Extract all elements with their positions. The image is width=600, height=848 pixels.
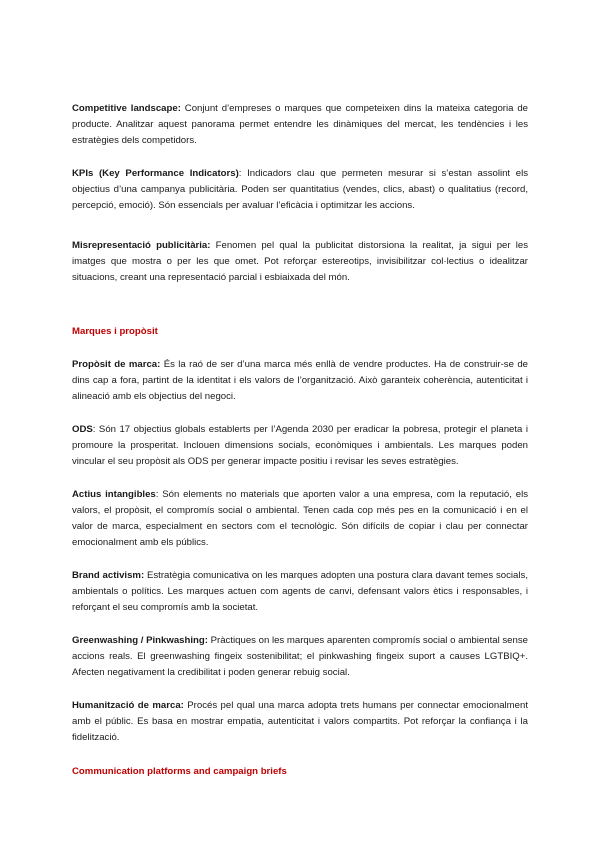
term: Greenwashing / Pinkwashing: — [72, 635, 208, 646]
definition: Fenomen pel qual la publicitat distorsiona la realitat, ja sigui per les imatges que mostra o per les que omet. Pot reforçar estereotips, invisibilitzar col·lectius o idealitzar situacions, creant una representació parcial i esbiaixada del món. — [72, 240, 528, 283]
term: Humanització de marca: — [72, 700, 184, 711]
term: Competitive landscape: — [72, 103, 181, 114]
definition: : Indicadors clau que permeten mesurar si s’estan assolint els objectius d’una campanya publicitària. Poden ser quantitatius (vendes, clics, abast) o qualitatius (record, percepció, emoció). Són essencials per avaluar l’eficàcia i optimitzar les accions. — [72, 168, 528, 211]
definition: Conjunt d’empreses o marques que competeixen dins la mateixa categoria de producte. Analitzar aquest panorama permet entendre les dinàmiques del mercat, les tendències i les estratègies dels competidors. — [72, 103, 528, 146]
section-heading-marques-i-proposit: Marques i propòsit — [72, 326, 158, 337]
definition: Pràctiques on les marques aparenten compromís social o ambiental sense accions reals. El greenwashing fingeix sostenibilitat; el pinkwashing fingeix suport a causes LGTBIQ+. Afecten negativament la credibilitat i poden generar rebuig social. — [72, 635, 528, 678]
term: Misrepresentació publicitària: — [72, 240, 211, 251]
term: Actius intangibles — [72, 489, 156, 500]
glossary-entry-misrepresentacio — [72, 238, 528, 286]
glossary-entry-brand-activism — [72, 568, 528, 616]
document-page — [72, 101, 528, 780]
term: Brand activism: — [72, 570, 145, 581]
definition: : Són 17 objectius globals establerts per l’Agenda 2030 per eradicar la pobresa, protegir el planeta i promoure la prosperitat. Inclouen dimensions socials, econòmiques i ambientals. Les marques poden vincular el seu propòsit als ODS per generar impacte positiu i revisar les seves estratègies. — [72, 424, 528, 467]
glossary-entry-greenwashing-pinkwashing — [72, 633, 528, 681]
definition: És la raó de ser d’una marca més enllà de vendre productes. Ha de construir-se de dins cap a fora, partint de la identitat i els valors de l’organització. Això garanteix coherència, autenticitat i alineació amb els objectius del negoci. — [72, 359, 528, 402]
glossary-entry-proposit-de-marca — [72, 357, 528, 405]
section-heading-communication-platforms: Communication platforms and campaign briefs — [72, 766, 287, 777]
glossary-entry-competitive-landscape — [72, 101, 528, 149]
term: Propòsit de marca: — [72, 359, 161, 370]
glossary-entry-kpis — [72, 166, 528, 214]
glossary-entry-ods — [72, 422, 528, 470]
definition: Estratègia comunicativa on les marques adopten una postura clara davant temes socials, ambientals o polítics. Les marques actuen com agents de canvi, defensant valors ètics i responsables, i reforçant el seu compromís amb la societat. — [72, 570, 528, 613]
definition: Procés pel qual una marca adopta trets humans per connectar emocionalment amb el públic. Es basa en mostrar empatia, autenticitat i valors compartits. Pot reforçar la confiança i la fidelització. — [72, 700, 528, 743]
term: ODS — [72, 424, 93, 435]
term: KPIs (Key Performance Indicators) — [72, 168, 239, 179]
glossary-entry-actius-intangibles — [72, 487, 528, 551]
definition: : Són elements no materials que aporten valor a una empresa, com la reputació, els valors, el propòsit, el compromís social o ambiental. Tenen cada cop més pes en la comunicació i en el valor de marca, especialment en sectors com el tecnològic. Són difícils de copiar i clau per connectar emocionalment amb els públics. — [72, 489, 529, 548]
glossary-entry-humanitzacio-de-marca — [72, 698, 528, 746]
